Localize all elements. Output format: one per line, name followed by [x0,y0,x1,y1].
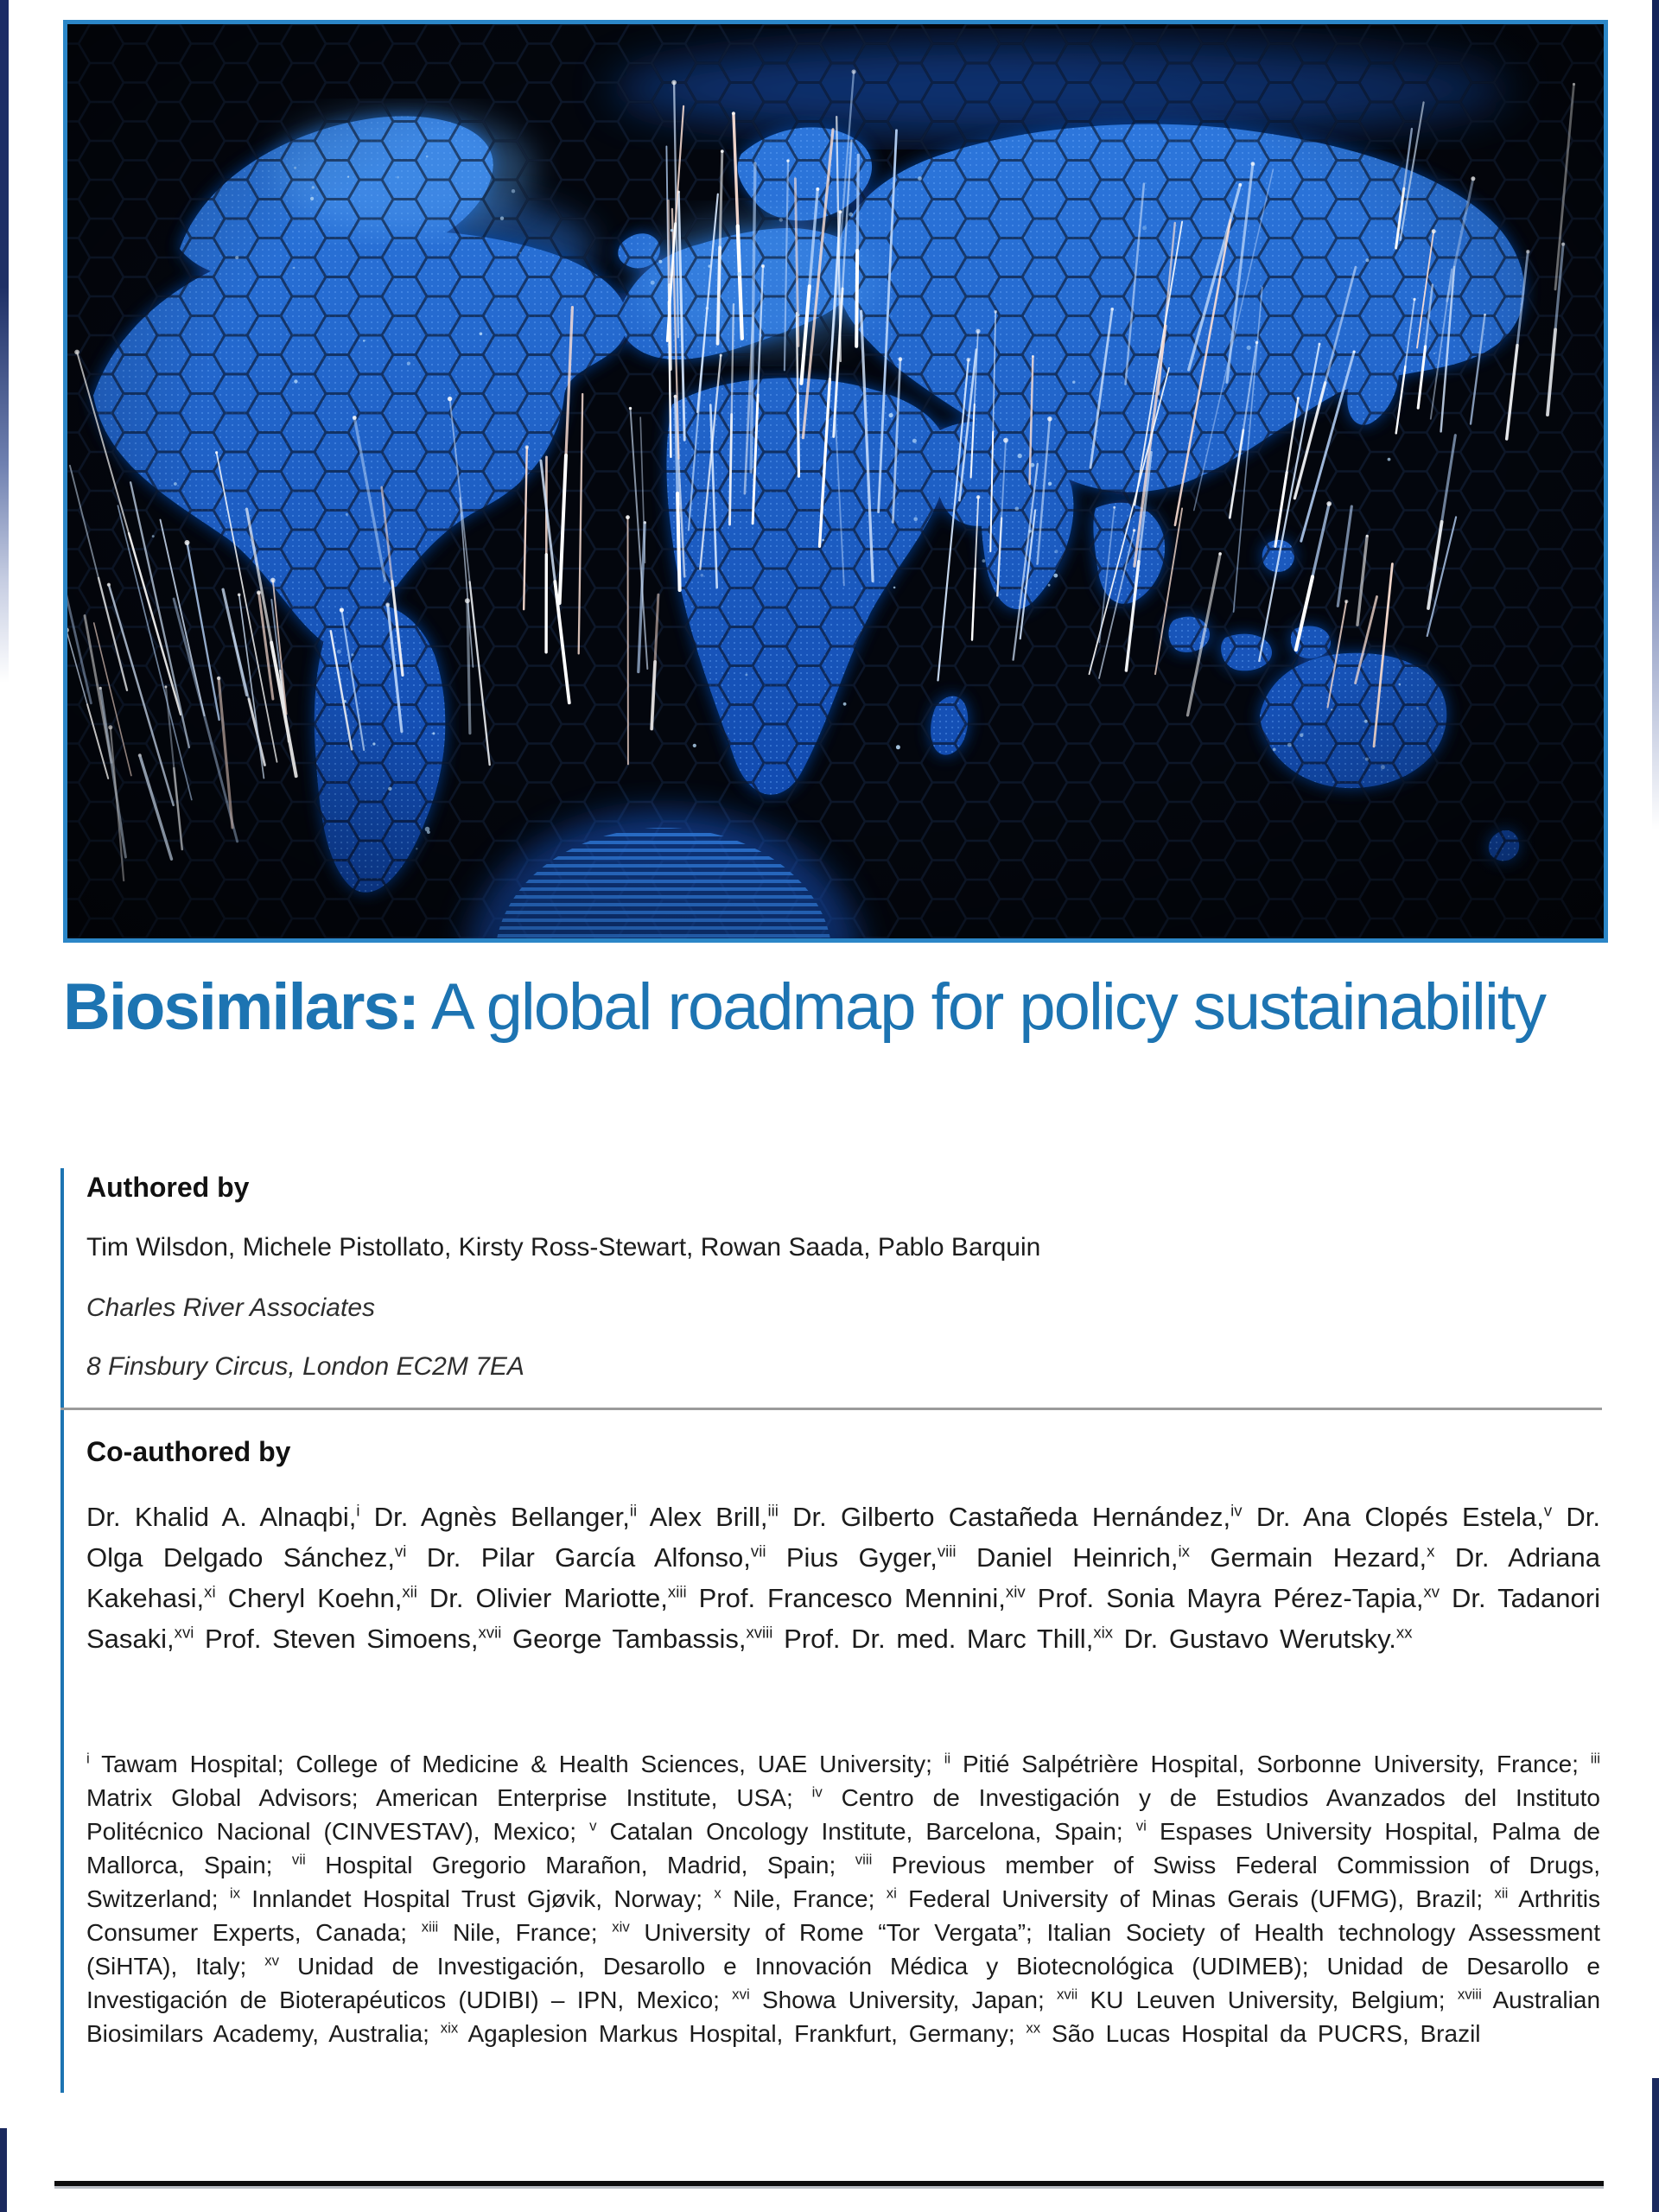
coauthor-names: Dr. Khalid A. Alnaqbi,$^i$ Dr. Agnès Bellanger,$^{ii}$ Alex Brill,$^{iii}$ Dr. Gilberto Castañeda Hernández,$^{iv}$ Dr. Ana Clopés Estela,$^v$ Dr. Olga Delgado Sánchez,$^{vi}$ Dr. Pilar García Alfonso,$^{vii}$ Pius Gyger,$^{viii}$ Daniel Heinrich,$^{ix}$ Germain Hezard,$^x$ Dr. Adriana Kakehasi,$^{xi}$ Cheryl Koehn,$^{xii}$ Dr. Olivier Mariotte,$^{xiii}$ Prof. Francesco Mennini,$^{xiv}$ Prof. Sonia Mayra Pérez-Tapia,$^{xv}$ Dr. Tadanori Sasaki,$^{xvi}$ Prof. Steven Simoens,$^{xvii}$ George Tambassis,$^{xviii}$ Prof. Dr. med. Marc Thill,$^{xix}$ Dr. Gustavo Werutsky.$^{xx}$ [86,1501,1600,1654]
section-divider [60,1408,1602,1410]
affiliation-footnotes: $^i$ Tawam Hospital; College of Medicine & Health Sciences, UAE University; $^{ii}$ Pitié Salpétrière Hospital, Sorbonne University, France; $^{iii}$ Matrix Global Advisors; American Enterprise Institute, USA; $^{iv}$ Centro de Investigación y de Estudios Avanzados del Instituto Politécnico Nacional (CINVESTAV), Mexico; $^v$ Catalan Oncology Institute, Barcelona, Spain; $^{vi}$ Espases University Hospital, Palma de Mallorca, Spain; $^{vii}$ Hospital Gregorio Marañon, Madrid, Spain; $^{viii}$ Previous member of Swiss Federal Commission of Drugs, Switzerland; $^{ix}$ Innlandet Hospital Trust Gjøvik, Norway; $^x$ Nile, France; $^{xi}$ Federal University of Minas Gerais (UFMG), Brazil; $^{xii}$ Arthritis Consumer Experts, Canada; $^{xiii}$ Nile, France; $^{xiv}$ University of Rome “Tor Vergata”; Italian Society of Health technology Assessment (SiHTA), Italy; $^{xv}$ Unidad de Investigación, Desarollo e Innovación Médica y Biotecnológica (UDIMEB); Unidad de Desarollo e Investigación de Bioterapéuticos (UDIBI) – IPN, Mexico; $^{xvi}$ Showa University, Japan; $^{xvii}$ KU Leuven University, Belgium; $^{xviii}$ Australian Biosimilars Academy, Australia; $^{xix}$ Agaplesion Markus Hospital, Frankfurt, Germany; $^{xx}$ São Lucas Hospital da PUCRS, Brazil [86,1750,1601,2047]
author-names: Tim Wilsdon, Michele Pistollato, Kirsty Ross-Stewart, Rowan Saada, Pablo Barquin [86,1233,1041,1262]
title-lead: Biosimilars: [63,970,419,1044]
bottom-rule [54,2181,1604,2189]
edge-bar-top-right [1652,0,1659,830]
page-title [63,971,1545,1044]
edge-bar-bottom-left [0,2128,7,2212]
world-map-hero-image [63,20,1608,943]
author-address: 8 Finsbury Circus, London EC2M 7EA [86,1352,524,1381]
authored-by-heading: Authored by [86,1172,250,1203]
edge-bar-top-left [0,0,9,683]
author-organization: Charles River Associates [86,1294,375,1322]
coauthored-by-heading: Co-authored by [86,1436,291,1467]
world-map-graphic [67,24,1604,938]
edge-bar-bottom-right [1652,2078,1659,2212]
section-accent-line [60,1168,64,2093]
title-rest: A global roadmap for policy sustainability [418,970,1545,1044]
